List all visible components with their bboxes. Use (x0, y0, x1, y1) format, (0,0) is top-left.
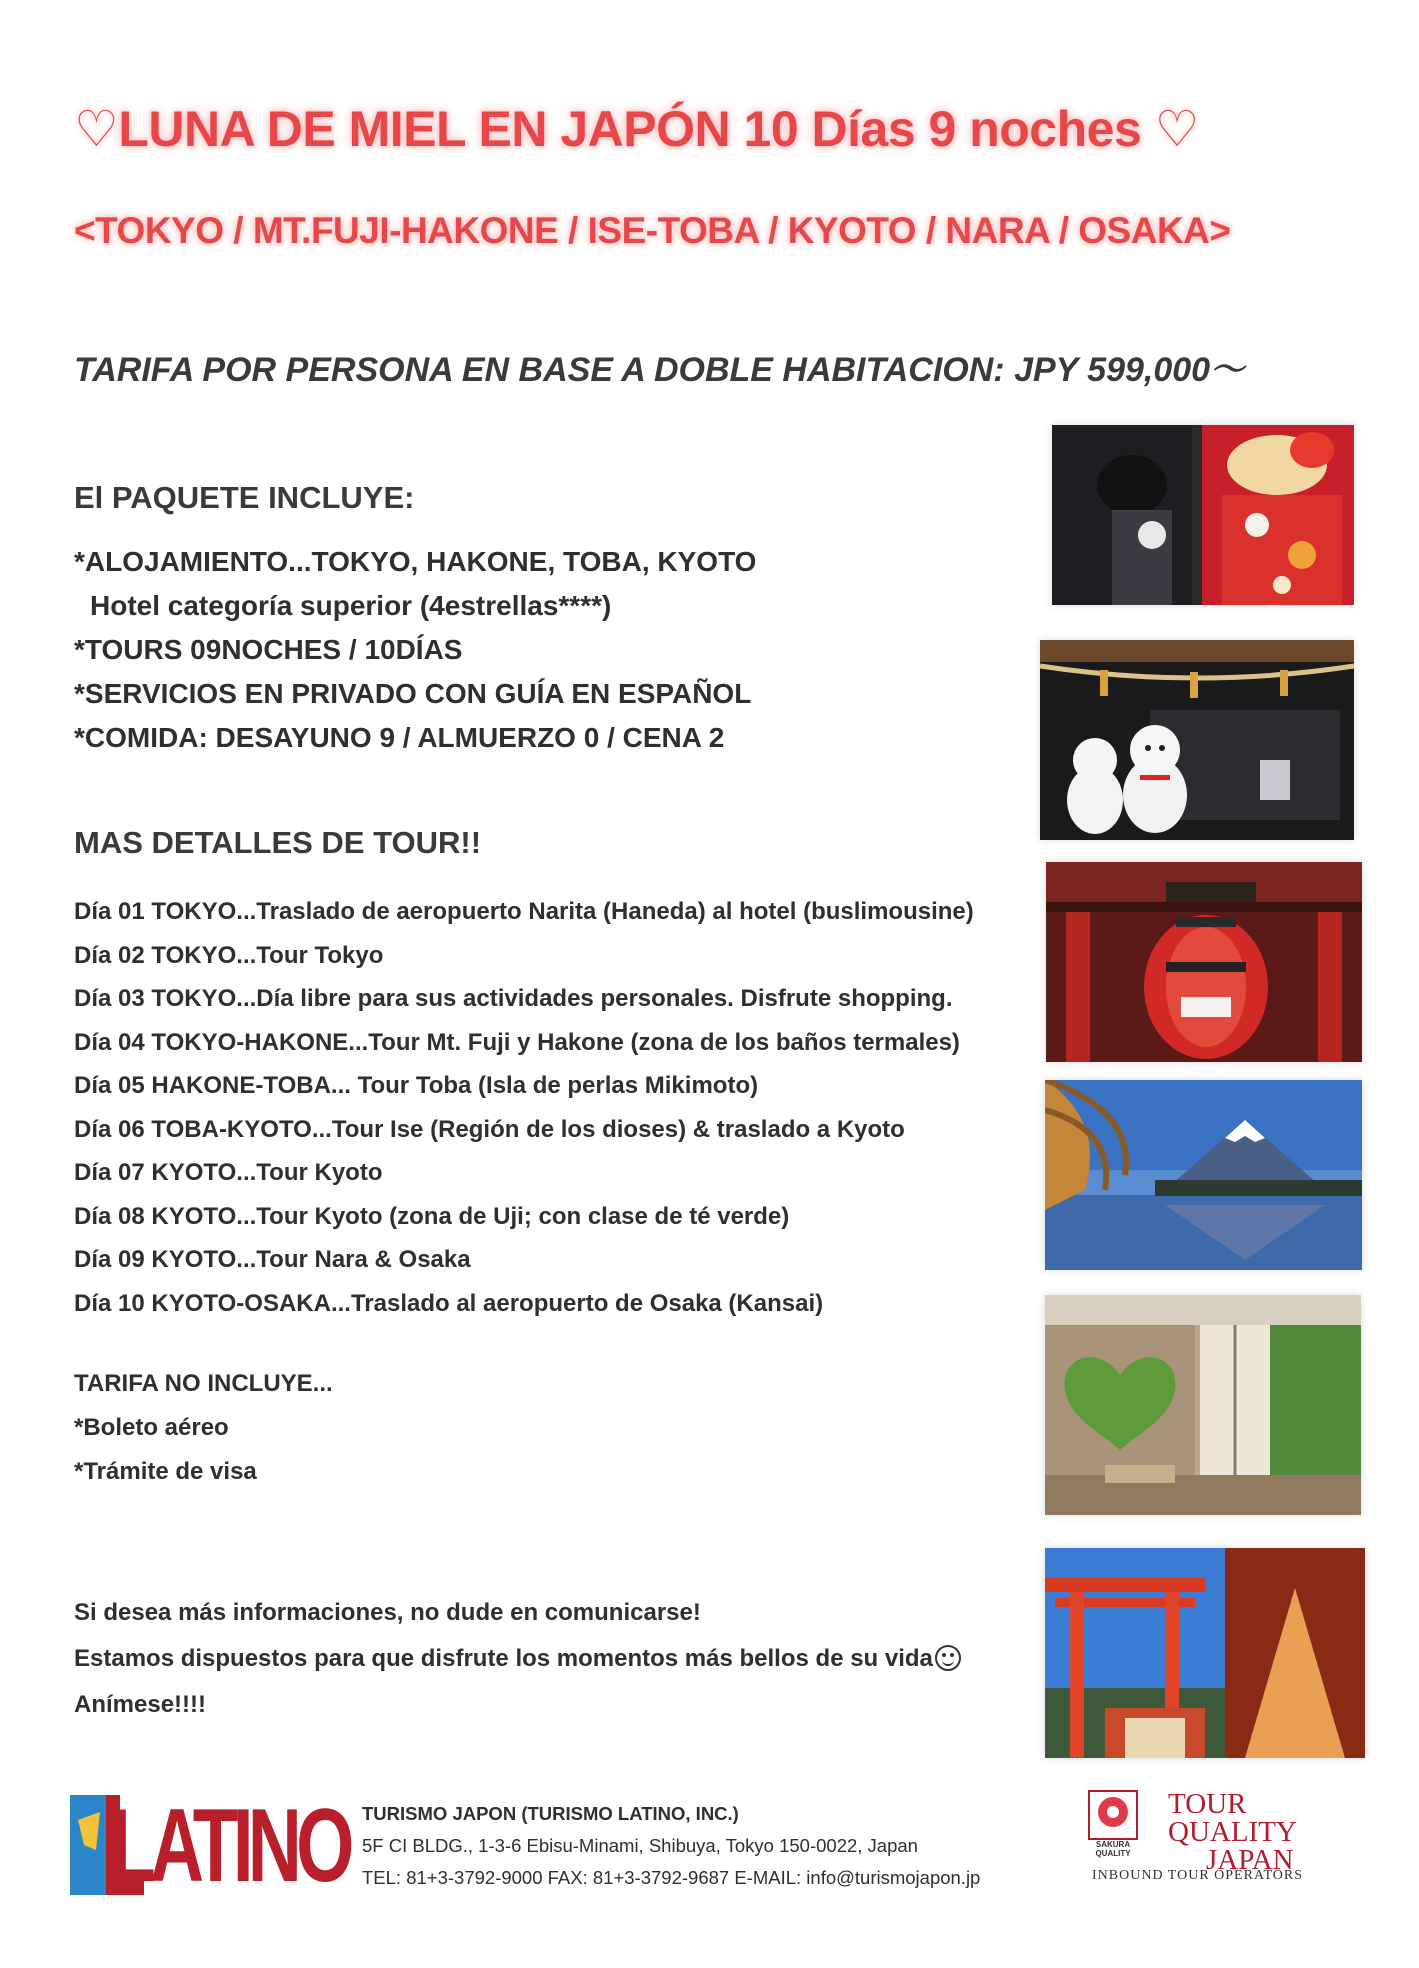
includes-item: *SERVICIOS EN PRIVADO CON GUÍA EN ESPAÑOL (74, 678, 752, 709)
not-included-item: *Trámite de visa (74, 1458, 257, 1485)
itinerary-list (74, 890, 974, 1325)
sakura-quality-badge (1088, 1790, 1138, 1840)
kaminarimon-lantern-photo (1046, 862, 1362, 1062)
torii-gates-photo (1045, 1548, 1365, 1758)
itinerary-day: Día 03 TOKYO...Día libre para sus actividades personales. Disfrute shopping. (74, 985, 953, 1012)
not-included-section (74, 1362, 333, 1494)
company-contact: TEL: 81+3-3792-9000 FAX: 81+3-3792-9687 E-MAIL: info@turismojapon.jp (362, 1867, 981, 1888)
details-heading: MAS DETALLES DE TOUR!! (74, 825, 482, 860)
itinerary-day: Día 01 TOKYO...Traslado de aeropuerto Narita (Haneda) al hotel (buslimousine) (74, 898, 974, 925)
not-included-heading: TARIFA NO INCLUYE... (74, 1370, 333, 1397)
itinerary-day: Día 07 KYOTO...Tour Kyoto (74, 1159, 383, 1186)
includes-item: *COMIDA: DESAYUNO 9 / ALMUERZO 0 / CENA 2 (74, 722, 725, 753)
smiley-icon (935, 1645, 961, 1671)
tour-quality-japan-logo (1168, 1790, 1297, 1874)
not-included-item: *Boleto aéreo (74, 1414, 229, 1441)
latino-logo-text: LATINO (110, 1788, 349, 1904)
company-name: TURISMO JAPON (TURISMO LATINO, INC.) (362, 1803, 739, 1824)
closing-line: Estamos dispuestos para que disfrute los momentos más bellos de su vida (74, 1645, 933, 1672)
itinerary-day: Día 02 TOKYO...Tour Tokyo (74, 941, 384, 969)
itinerary-day: Día 05 HAKONE-TOBA... Tour Toba (Isla de perlas Mikimoto) (74, 1072, 759, 1099)
tqj-tagline: INBOUND TOUR OPERATORS (1092, 1868, 1304, 1883)
tqj-word: JAPAN (1206, 1844, 1294, 1876)
itinerary-day: Día 09 KYOTO...Tour Nara & Osaka (74, 1246, 471, 1273)
heart-window-photo (1045, 1295, 1361, 1515)
mt-fuji-photo (1045, 1080, 1362, 1270)
closing-line-wrap (74, 1636, 961, 1682)
itinerary-day: Día 08 KYOTO...Tour Kyoto (zona de Uji; con clase de té verde) (74, 1202, 790, 1230)
tqj-word: TOUR (1168, 1788, 1247, 1820)
closing-line: Anímese!!!! (74, 1691, 207, 1718)
sakura-quality-label: SAKURA QUALITY (1095, 1840, 1131, 1858)
itinerary-day: Día 06 TOBA-KYOTO...Tour Ise (Región de los dioses) & traslado a Kyoto (74, 1115, 905, 1143)
includes-heading: El PAQUETE INCLUYE: (74, 480, 415, 515)
tqj-word: QUALITY (1168, 1816, 1297, 1848)
closing-message (74, 1590, 961, 1728)
wedding-kimono-photo (1052, 425, 1354, 605)
rate-line: TARIFA POR PERSONA EN BASE A DOBLE HABITACION: JPY 599,000〜 (74, 351, 1245, 389)
company-info (362, 1798, 980, 1894)
latino-logo (70, 1788, 349, 1904)
route-subtitle: <TOKYO / MT.FUJI-HAKONE / ISE-TOBA / KYOTO / NARA / OSAKA> (74, 210, 1231, 251)
itinerary-day: Día 04 TOKYO-HAKONE...Tour Mt. Fuji y Hakone (zona de los baños termales) (74, 1028, 960, 1056)
company-address: 5F CI BLDG., 1-3-6 Ebisu-Minami, Shibuya, Tokyo 150-0022, Japan (362, 1835, 918, 1856)
itinerary-day: Día 10 KYOTO-OSAKA...Traslado al aeropuerto de Osaka (Kansai) (74, 1289, 824, 1317)
closing-line: Si desea más informaciones, no dude en comunicarse! (74, 1599, 701, 1626)
includes-item: Hotel categoría superior (4estrellas****) (90, 590, 612, 621)
includes-list (74, 540, 756, 760)
includes-item: *ALOJAMIENTO...TOKYO, HAKONE, TOBA, KYOTO (74, 546, 757, 577)
page-title: ♡LUNA DE MIEL EN JAPÓN 10 Días 9 noches ♡ (74, 101, 1199, 157)
includes-item: *TOURS 09NOCHES / 10DÍAS (74, 634, 463, 665)
shrine-lucky-cats-photo (1040, 640, 1354, 840)
